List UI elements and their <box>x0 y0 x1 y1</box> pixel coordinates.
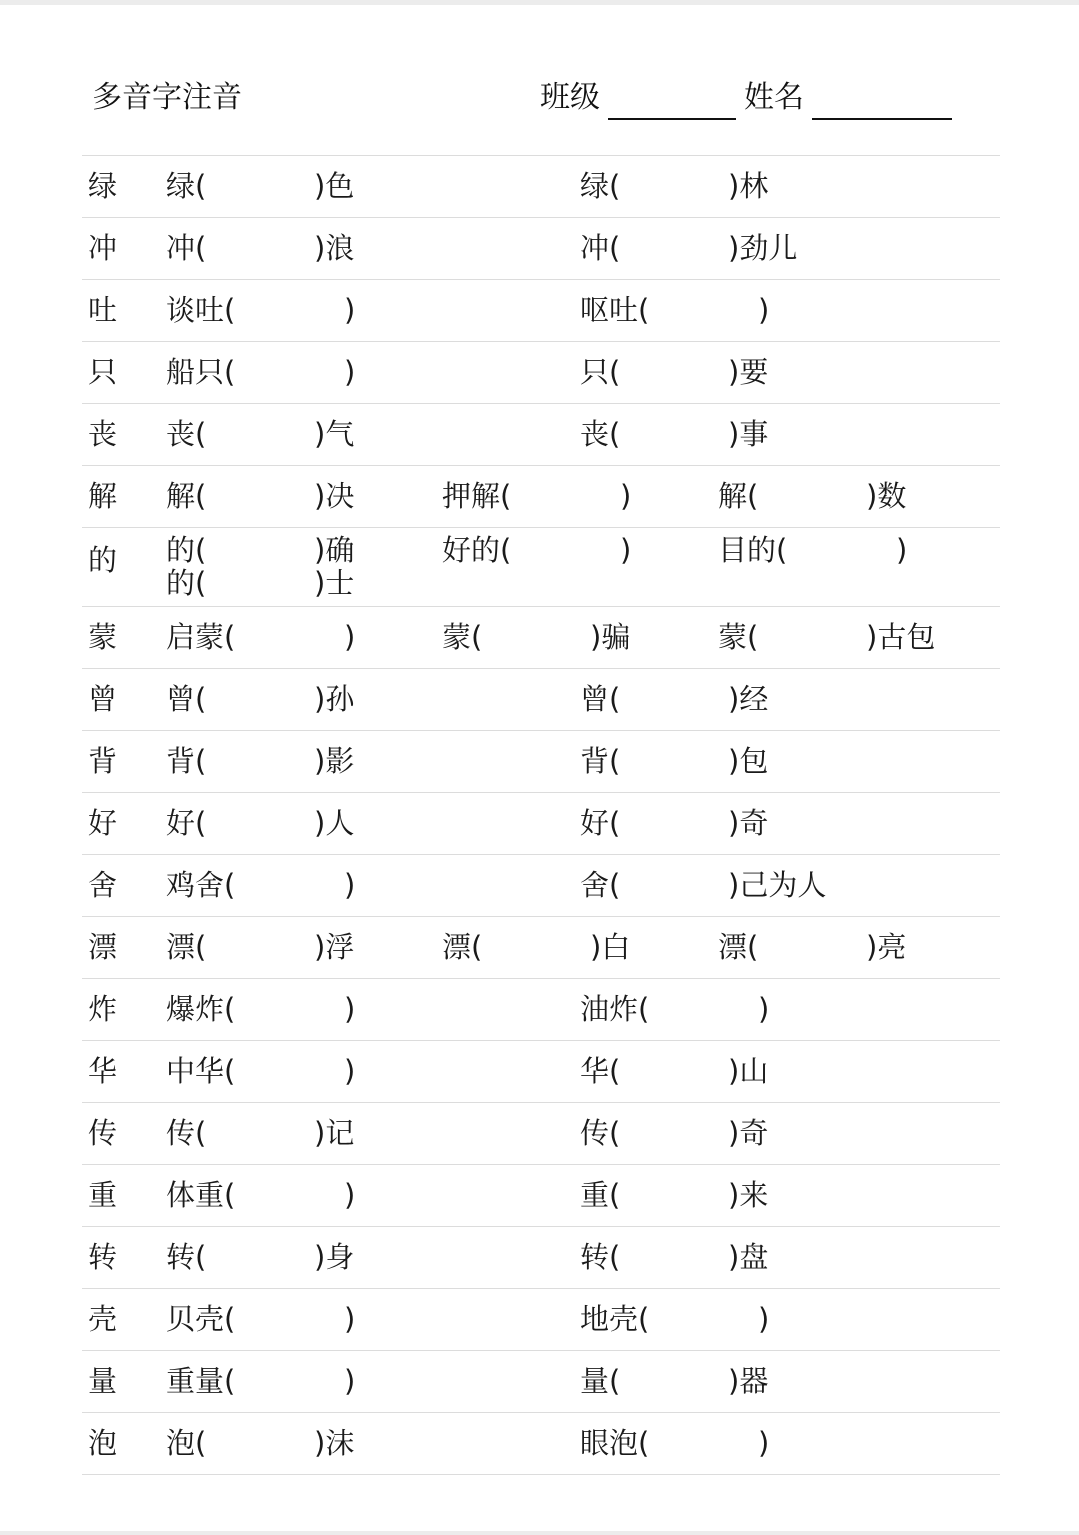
polyphonic-character: 重 <box>88 1178 118 1212</box>
word-line <box>580 230 797 266</box>
word-item <box>580 354 768 390</box>
word-item <box>580 1301 769 1337</box>
word-line <box>718 929 906 965</box>
polyphonic-character: 丧 <box>88 417 118 451</box>
word-prefix: 的( <box>166 566 207 600</box>
word-item <box>166 292 355 328</box>
top-edge-bar <box>0 0 1079 5</box>
word-prefix: 丧( <box>580 417 621 451</box>
polyphonic-character: 吐 <box>88 293 118 327</box>
word-item <box>718 929 906 965</box>
word-suffix: ) <box>344 1178 356 1212</box>
word-line <box>166 1363 355 1399</box>
word-prefix: 谈吐( <box>166 293 236 327</box>
polyphonic-character: 壳 <box>88 1302 118 1336</box>
word-item <box>166 743 354 779</box>
word-line <box>580 1363 768 1399</box>
word-suffix: )林 <box>728 169 769 203</box>
word-line <box>166 478 354 514</box>
word-item <box>166 619 355 655</box>
word-prefix: 漂( <box>718 930 759 964</box>
word-suffix: )盘 <box>728 1240 769 1274</box>
word-prefix: 丧( <box>166 417 207 451</box>
word-suffix: ) <box>758 1426 770 1460</box>
word-suffix: ) <box>758 1302 770 1336</box>
word-line <box>580 1177 768 1213</box>
word-prefix: 曾( <box>580 682 621 716</box>
word-suffix: )亮 <box>866 930 907 964</box>
table-row <box>82 1103 1000 1165</box>
word-item <box>166 1053 355 1089</box>
word-suffix: )包 <box>728 744 769 778</box>
word-line <box>166 567 354 600</box>
polyphonic-character: 炸 <box>88 992 118 1026</box>
polyphonic-character: 绿 <box>88 169 118 203</box>
word-line <box>580 354 768 390</box>
word-item <box>580 1239 768 1275</box>
word-item <box>166 534 354 600</box>
word-suffix: )劲儿 <box>728 231 798 265</box>
word-line <box>166 1301 355 1337</box>
word-suffix: )来 <box>728 1178 769 1212</box>
word-suffix: )骗 <box>590 620 631 654</box>
class-blank-line[interactable] <box>608 82 736 120</box>
word-item <box>580 1363 768 1399</box>
word-prefix: 只( <box>580 355 621 389</box>
table-row <box>82 979 1000 1041</box>
polyphonic-character: 的 <box>88 543 118 577</box>
word-suffix: )浪 <box>314 231 355 265</box>
word-item <box>580 743 768 779</box>
word-line <box>166 681 354 717</box>
word-suffix: )奇 <box>728 1116 769 1150</box>
polyphonic-character: 漂 <box>88 930 118 964</box>
word-suffix: )孙 <box>314 682 355 716</box>
word-item <box>166 1425 354 1461</box>
polyphonic-character: 冲 <box>88 231 118 265</box>
student-info <box>540 76 960 120</box>
word-line <box>166 292 355 328</box>
word-suffix: )决 <box>314 479 355 513</box>
word-line <box>580 1425 769 1461</box>
table-row <box>82 793 1000 855</box>
word-suffix: )浮 <box>314 930 355 964</box>
word-item <box>166 1239 354 1275</box>
word-suffix: )经 <box>728 682 769 716</box>
polyphonic-character: 量 <box>88 1364 118 1398</box>
word-line <box>166 1239 354 1275</box>
word-prefix: 解( <box>166 479 207 513</box>
word-suffix: ) <box>758 293 770 327</box>
word-prefix: 华( <box>580 1054 621 1088</box>
word-prefix: 爆炸( <box>166 992 236 1026</box>
word-item <box>580 1177 768 1213</box>
word-suffix: )山 <box>728 1054 769 1088</box>
word-item <box>718 534 907 567</box>
word-suffix: )白 <box>590 930 631 964</box>
word-prefix: 冲( <box>166 231 207 265</box>
word-prefix: 背( <box>166 744 207 778</box>
word-prefix: 好的( <box>442 533 512 567</box>
word-prefix: 眼泡( <box>580 1426 650 1460</box>
word-line <box>442 929 630 965</box>
word-suffix: )士 <box>314 566 355 600</box>
word-prefix: 好( <box>580 806 621 840</box>
word-line <box>166 619 355 655</box>
word-prefix: 绿( <box>166 169 207 203</box>
class-label: 班级 <box>540 80 600 115</box>
word-prefix: 转( <box>166 1240 207 1274</box>
word-line <box>580 681 768 717</box>
word-item <box>166 805 354 841</box>
word-prefix: 量( <box>580 1364 621 1398</box>
word-item <box>166 478 354 514</box>
word-item <box>580 292 769 328</box>
word-suffix: )己为人 <box>728 868 827 902</box>
table-row <box>82 1413 1000 1475</box>
word-item <box>718 619 935 655</box>
word-line <box>166 354 355 390</box>
word-item <box>580 867 826 903</box>
word-prefix: 地壳( <box>580 1302 650 1336</box>
word-suffix: )沫 <box>314 1426 355 1460</box>
word-line <box>166 1177 355 1213</box>
word-item <box>166 991 355 1027</box>
word-item <box>580 168 768 204</box>
polyphonic-character: 背 <box>88 744 118 778</box>
word-line <box>166 230 354 266</box>
table-row <box>82 855 1000 917</box>
polyphonic-character: 只 <box>88 355 118 389</box>
pronunciation-table <box>82 155 1000 1475</box>
table-row <box>82 607 1000 669</box>
word-item <box>442 619 630 655</box>
word-line <box>580 805 768 841</box>
word-line <box>580 1239 768 1275</box>
word-suffix: ) <box>344 293 356 327</box>
word-prefix: 传( <box>166 1116 207 1150</box>
word-suffix: )古包 <box>866 620 936 654</box>
word-item <box>166 1115 354 1151</box>
word-suffix: )人 <box>314 806 355 840</box>
polyphonic-character: 泡 <box>88 1426 118 1460</box>
word-item <box>166 168 354 204</box>
word-suffix: ) <box>344 620 356 654</box>
word-line <box>718 478 906 514</box>
table-row <box>82 280 1000 342</box>
word-prefix: 油炸( <box>580 992 650 1026</box>
word-suffix: )奇 <box>728 806 769 840</box>
word-line <box>166 1053 355 1089</box>
word-item <box>580 1115 768 1151</box>
word-suffix: )要 <box>728 355 769 389</box>
word-item <box>166 867 355 903</box>
word-prefix: 船只( <box>166 355 236 389</box>
word-item <box>580 991 769 1027</box>
table-row <box>82 1041 1000 1103</box>
word-line <box>166 168 354 204</box>
word-item <box>442 478 631 514</box>
table-row <box>82 1289 1000 1351</box>
word-suffix: )气 <box>314 417 355 451</box>
word-suffix: )色 <box>314 169 355 203</box>
word-line <box>580 1115 768 1151</box>
table-row <box>82 218 1000 280</box>
word-prefix: 泡( <box>166 1426 207 1460</box>
word-prefix: 蒙( <box>442 620 483 654</box>
word-suffix: )影 <box>314 744 355 778</box>
word-prefix: 好( <box>166 806 207 840</box>
word-prefix: 呕吐( <box>580 293 650 327</box>
word-prefix: 体重( <box>166 1178 236 1212</box>
word-prefix: 曾( <box>166 682 207 716</box>
word-line <box>166 534 354 567</box>
word-item <box>718 478 906 514</box>
word-line <box>580 867 826 903</box>
word-line <box>580 168 768 204</box>
word-suffix: ) <box>620 533 632 567</box>
word-item <box>580 681 768 717</box>
word-line <box>166 991 355 1027</box>
word-suffix: ) <box>344 992 356 1026</box>
word-line <box>166 1115 354 1151</box>
word-line <box>442 534 631 567</box>
table-row <box>82 669 1000 731</box>
word-suffix: )器 <box>728 1364 769 1398</box>
word-item <box>580 1053 768 1089</box>
word-line <box>718 619 935 655</box>
word-item <box>166 1301 355 1337</box>
polyphonic-character: 蒙 <box>88 620 118 654</box>
word-suffix: ) <box>344 1302 356 1336</box>
word-item <box>166 681 354 717</box>
table-row <box>82 466 1000 528</box>
word-line <box>580 743 768 779</box>
polyphonic-character: 传 <box>88 1116 118 1150</box>
word-line <box>166 1425 354 1461</box>
word-prefix: 重量( <box>166 1364 236 1398</box>
table-row <box>82 342 1000 404</box>
word-suffix: ) <box>620 479 632 513</box>
word-line <box>166 743 354 779</box>
word-prefix: 传( <box>580 1116 621 1150</box>
word-prefix: 贝壳( <box>166 1302 236 1336</box>
word-suffix: ) <box>344 1364 356 1398</box>
word-prefix: 绿( <box>580 169 621 203</box>
word-suffix: )确 <box>314 533 355 567</box>
word-prefix: 鸡舍( <box>166 868 236 902</box>
word-prefix: 目的( <box>718 533 788 567</box>
bottom-edge-bar <box>0 1531 1079 1535</box>
word-prefix: 重( <box>580 1178 621 1212</box>
word-prefix: 蒙( <box>718 620 759 654</box>
word-prefix: 转( <box>580 1240 621 1274</box>
word-prefix: 冲( <box>580 231 621 265</box>
polyphonic-character: 曾 <box>88 682 118 716</box>
word-line <box>580 416 768 452</box>
polyphonic-character: 转 <box>88 1240 118 1274</box>
word-item <box>580 230 797 266</box>
word-item <box>166 230 354 266</box>
word-suffix: ) <box>344 1054 356 1088</box>
word-prefix: 押解( <box>442 479 512 513</box>
word-prefix: 背( <box>580 744 621 778</box>
word-line <box>580 991 769 1027</box>
table-row <box>82 528 1000 607</box>
table-row <box>82 917 1000 979</box>
word-item <box>166 929 354 965</box>
table-row <box>82 1227 1000 1289</box>
word-prefix: 中华( <box>166 1054 236 1088</box>
word-item <box>580 416 768 452</box>
word-line <box>166 867 355 903</box>
name-blank-line[interactable] <box>812 82 952 120</box>
word-prefix: 漂( <box>166 930 207 964</box>
table-row <box>82 1165 1000 1227</box>
word-prefix: 漂( <box>442 930 483 964</box>
word-item <box>166 354 355 390</box>
word-suffix: ) <box>344 355 356 389</box>
word-line <box>166 805 354 841</box>
word-line <box>442 619 630 655</box>
word-line <box>718 534 907 567</box>
name-label: 姓名 <box>744 80 804 115</box>
polyphonic-character: 好 <box>88 806 118 840</box>
table-row <box>82 731 1000 793</box>
word-suffix: )身 <box>314 1240 355 1274</box>
word-line <box>580 1053 768 1089</box>
word-suffix: )数 <box>866 479 907 513</box>
word-item <box>580 1425 769 1461</box>
word-item <box>580 805 768 841</box>
word-line <box>442 478 631 514</box>
word-suffix: ) <box>344 868 356 902</box>
polyphonic-character: 解 <box>88 479 118 513</box>
word-suffix: )事 <box>728 417 769 451</box>
word-item <box>166 1363 355 1399</box>
word-prefix: 启蒙( <box>166 620 236 654</box>
table-row <box>82 1351 1000 1413</box>
word-line <box>166 416 354 452</box>
word-suffix: ) <box>758 992 770 1026</box>
word-item <box>442 929 630 965</box>
word-item <box>442 534 631 567</box>
word-line <box>580 1301 769 1337</box>
word-suffix: ) <box>896 533 908 567</box>
polyphonic-character: 华 <box>88 1054 118 1088</box>
polyphonic-character: 舍 <box>88 868 118 902</box>
word-prefix: 的( <box>166 533 207 567</box>
table-row <box>82 404 1000 466</box>
worksheet-title: 多音字注音 <box>92 80 242 115</box>
word-item <box>166 416 354 452</box>
word-line <box>166 929 354 965</box>
word-prefix: 解( <box>718 479 759 513</box>
word-prefix: 舍( <box>580 868 621 902</box>
table-row <box>82 156 1000 218</box>
word-suffix: )记 <box>314 1116 355 1150</box>
word-line <box>580 292 769 328</box>
word-item <box>166 1177 355 1213</box>
